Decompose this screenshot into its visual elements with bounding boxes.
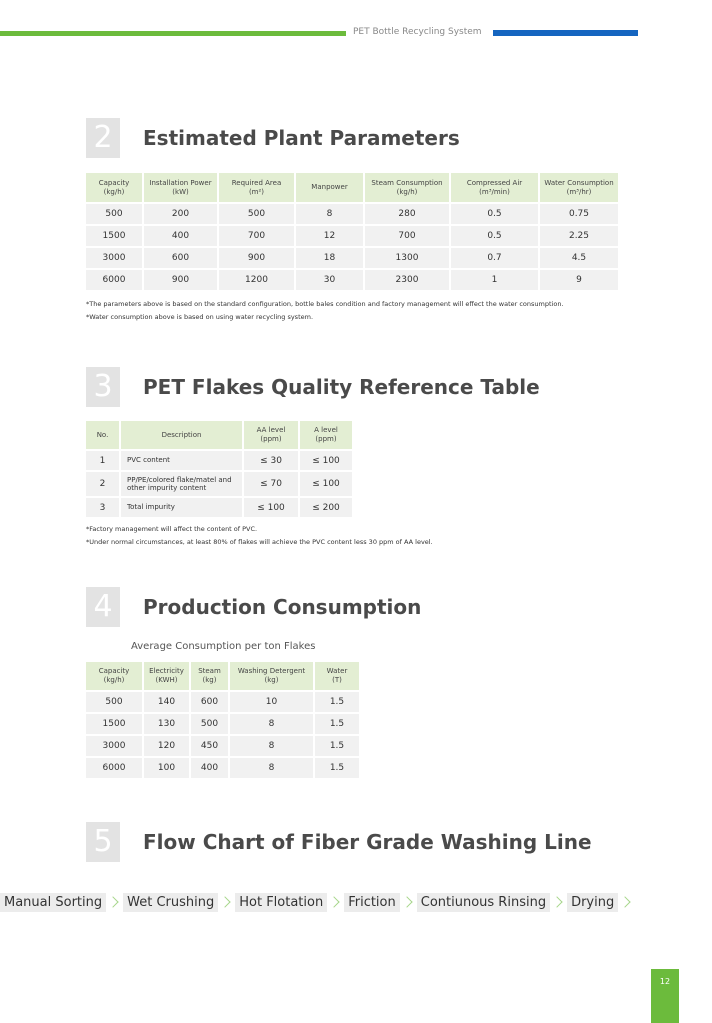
table-row xyxy=(86,714,359,734)
table-cell: 700 xyxy=(219,226,294,246)
column-header-unit: (kg) xyxy=(202,676,217,684)
table-cell: 8 xyxy=(296,204,363,224)
table-cell: 2 xyxy=(86,472,119,496)
section-3-note-1: *Factory management will affect the content of PVC. xyxy=(86,525,258,533)
table-cell: 500 xyxy=(86,692,142,712)
table-cell: 400 xyxy=(144,226,217,246)
chevron-right-icon xyxy=(329,896,340,907)
table-row xyxy=(86,270,618,290)
column-header-unit: (m³/hr) xyxy=(566,187,592,196)
table-cell: 100 xyxy=(144,758,189,778)
section-5-title: Flow Chart of Fiber Grade Washing Line xyxy=(143,830,592,854)
table-cell: 1.5 xyxy=(315,758,359,778)
table-cell: 0.5 xyxy=(451,204,538,224)
header-title: PET Bottle Recycling System xyxy=(353,27,482,37)
table-cell: 500 xyxy=(191,714,228,734)
column-header-label: Washing Detergent xyxy=(237,667,306,676)
table-cell: 8 xyxy=(230,758,313,778)
chevron-right-icon xyxy=(620,896,631,907)
column-header-unit: (kg/h) xyxy=(103,187,125,196)
table-row xyxy=(86,204,618,224)
section-4-subtitle: Average Consumption per ton Flakes xyxy=(131,641,316,652)
flow-step: Manual Sorting xyxy=(0,893,106,912)
table-cell: 8 xyxy=(230,736,313,756)
table-cell: PP/PE/colored flake/matel and other impurity content xyxy=(121,472,242,496)
section-3-note-2: *Under normal circumstances, at least 80% of flakes will achieve the PVC content less 30 ppm of AA level. xyxy=(86,538,433,546)
column-header-unit: (KWH) xyxy=(155,676,178,684)
flow-step: Wet Crushing xyxy=(123,893,218,912)
section-2-number: 2 xyxy=(86,118,120,158)
table-cell: 450 xyxy=(191,736,228,756)
table-cell: 600 xyxy=(144,248,217,268)
table-cell: 0.5 xyxy=(451,226,538,246)
quality-reference-table xyxy=(84,419,354,519)
column-header-unit: (T) xyxy=(332,676,342,684)
table-cell: 0.7 xyxy=(451,248,538,268)
column-header xyxy=(86,421,119,449)
section-4-title: Production Consumption xyxy=(143,595,422,619)
table-cell: 1 xyxy=(86,451,119,470)
table-cell: 8 xyxy=(230,714,313,734)
header-green-bar xyxy=(0,31,346,36)
table-cell: 900 xyxy=(219,248,294,268)
column-header-label: Description xyxy=(161,430,202,439)
column-header xyxy=(191,662,228,690)
table-row xyxy=(86,758,359,778)
section-4-number: 4 xyxy=(86,587,120,627)
table-row xyxy=(86,692,359,712)
table-cell: 2300 xyxy=(365,270,449,290)
table-cell: 600 xyxy=(191,692,228,712)
column-header xyxy=(451,173,538,202)
table-cell: 3000 xyxy=(86,736,142,756)
table-cell: ≤ 100 xyxy=(244,498,298,517)
column-header-label: Steam Consumption xyxy=(371,178,443,187)
table-cell: 18 xyxy=(296,248,363,268)
column-header-unit: (kg/h) xyxy=(103,676,125,684)
table-cell: 4.5 xyxy=(540,248,618,268)
column-header-unit: (kg/h) xyxy=(396,187,418,196)
column-header-label: Installation Power xyxy=(149,178,212,187)
chevron-right-icon xyxy=(107,896,118,907)
column-header-unit: (m²) xyxy=(248,187,265,196)
table-cell: 200 xyxy=(144,204,217,224)
column-header xyxy=(86,662,142,690)
column-header xyxy=(219,173,294,202)
flow-step: Friction xyxy=(344,893,400,912)
table-cell: ≤ 100 xyxy=(300,472,352,496)
column-header xyxy=(315,662,359,690)
column-header xyxy=(540,173,618,202)
plant-parameters-table xyxy=(84,171,620,292)
table-cell: 1.5 xyxy=(315,692,359,712)
column-header-unit: (ppm) xyxy=(315,435,337,443)
column-header-unit: (kg) xyxy=(264,676,279,684)
table-cell: ≤ 100 xyxy=(300,451,352,470)
table-row xyxy=(86,451,352,470)
table-cell: 3000 xyxy=(86,248,142,268)
table-cell: ≤ 200 xyxy=(300,498,352,517)
section-2-note-2: *Water consumption above is based on using water recycling system. xyxy=(86,313,314,321)
column-header-label: Capacity xyxy=(98,178,130,187)
flow-step: Contiunous Rinsing xyxy=(417,893,550,912)
table-cell: 6000 xyxy=(86,758,142,778)
table-cell: ≤ 70 xyxy=(244,472,298,496)
table-row xyxy=(86,498,352,517)
column-header-label: Water xyxy=(326,667,348,676)
table-cell: 1300 xyxy=(365,248,449,268)
production-consumption-table xyxy=(84,660,361,780)
column-header-label: No. xyxy=(96,430,109,439)
table-row xyxy=(86,736,359,756)
table-cell: 1.5 xyxy=(315,736,359,756)
column-header-label: Required Area xyxy=(231,178,282,187)
flow-step: Drying xyxy=(567,893,618,912)
flow-step: Hot Flotation xyxy=(235,893,327,912)
column-header-label: Capacity xyxy=(98,667,130,676)
column-header xyxy=(365,173,449,202)
column-header-label: Compressed Air xyxy=(466,178,523,187)
table-cell: 1500 xyxy=(86,226,142,246)
column-header-label: Manpower xyxy=(311,183,348,192)
column-header-unit: (kW) xyxy=(172,187,189,196)
chevron-right-icon xyxy=(551,896,562,907)
table-cell: 500 xyxy=(219,204,294,224)
table-cell: 0.75 xyxy=(540,204,618,224)
column-header-label: A level xyxy=(314,426,338,435)
column-header xyxy=(86,173,142,202)
chevron-right-icon xyxy=(401,896,412,907)
section-2-title: Estimated Plant Parameters xyxy=(143,126,460,150)
table-row xyxy=(86,226,618,246)
table-cell: 120 xyxy=(144,736,189,756)
table-cell: 1 xyxy=(451,270,538,290)
table-cell: 280 xyxy=(365,204,449,224)
table-cell: 12 xyxy=(296,226,363,246)
table-cell: 1500 xyxy=(86,714,142,734)
table-cell: 3 xyxy=(86,498,119,517)
table-cell: 900 xyxy=(144,270,217,290)
table-cell: 10 xyxy=(230,692,313,712)
header-blue-bar xyxy=(493,30,638,36)
table-cell: 700 xyxy=(365,226,449,246)
table-cell: 500 xyxy=(86,204,142,224)
flow-chart xyxy=(0,890,635,914)
table-cell: 140 xyxy=(144,692,189,712)
column-header xyxy=(121,421,242,449)
section-2-note-1: *The parameters above is based on the standard configuration, bottle bales condition and factory management will effect the water consumption. xyxy=(86,300,564,308)
column-header-label: Steam xyxy=(198,667,221,676)
section-5-number: 5 xyxy=(86,822,120,862)
column-header-label: AA level xyxy=(256,426,286,435)
column-header xyxy=(230,662,313,690)
table-cell: ≤ 30 xyxy=(244,451,298,470)
table-row xyxy=(86,248,618,268)
table-cell: 130 xyxy=(144,714,189,734)
column-header-unit: (m³/min) xyxy=(479,187,510,196)
column-header-label: Water Consumption xyxy=(544,178,614,187)
section-3-number: 3 xyxy=(86,367,120,407)
column-header xyxy=(144,173,217,202)
column-header xyxy=(300,421,352,449)
table-cell: Total impurity xyxy=(121,498,242,517)
page-number: 12 xyxy=(651,969,679,1023)
table-row xyxy=(86,472,352,496)
table-cell: 30 xyxy=(296,270,363,290)
table-cell: 9 xyxy=(540,270,618,290)
table-cell: 6000 xyxy=(86,270,142,290)
column-header xyxy=(144,662,189,690)
section-3-title: PET Flakes Quality Reference Table xyxy=(143,375,540,399)
column-header xyxy=(244,421,298,449)
table-cell: PVC content xyxy=(121,451,242,470)
column-header-unit: (ppm) xyxy=(260,435,282,443)
chevron-right-icon xyxy=(220,896,231,907)
column-header xyxy=(296,173,363,202)
table-cell: 1.5 xyxy=(315,714,359,734)
column-header-label: Electricity xyxy=(149,667,184,676)
table-cell: 400 xyxy=(191,758,228,778)
table-cell: 2.25 xyxy=(540,226,618,246)
table-cell: 1200 xyxy=(219,270,294,290)
